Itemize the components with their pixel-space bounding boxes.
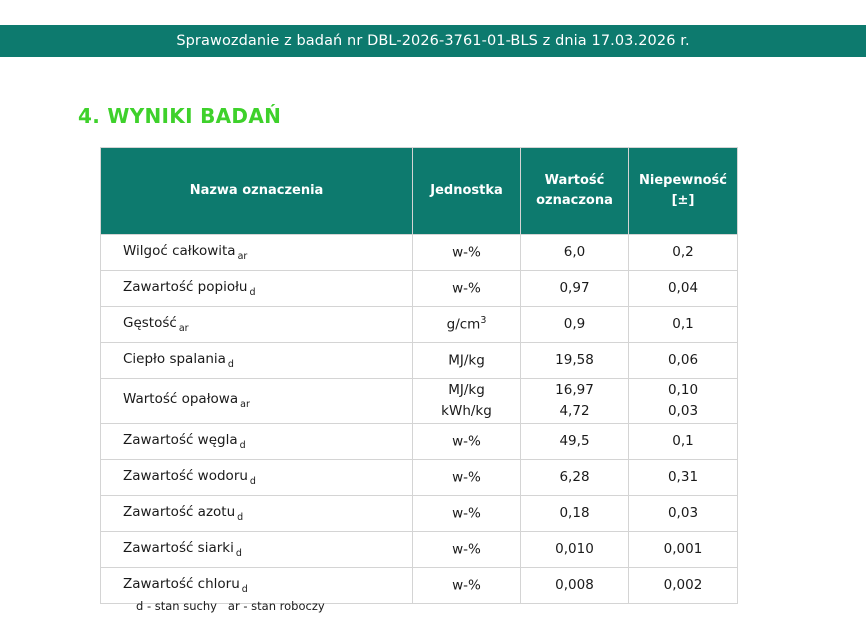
parameter-name-subscript: d <box>249 475 256 487</box>
parameter-name-text: Zawartość azotu <box>123 503 236 520</box>
cell-value: 0,97 <box>521 271 629 307</box>
table-header <box>101 148 738 235</box>
column-header-uncertainty-line1: Niepewność <box>639 172 727 188</box>
cell-unit <box>413 235 521 271</box>
cell-value <box>521 379 629 424</box>
unit-text: w-% <box>452 433 481 450</box>
results-table <box>100 147 738 604</box>
column-header-unit <box>413 148 521 235</box>
unit-text: w-% <box>452 577 481 594</box>
value-line1: 16,97 <box>555 382 594 398</box>
parameter-name-subscript: d <box>241 583 248 595</box>
unit-text: w-% <box>452 469 481 486</box>
parameter-name-text: Wilgoć całkowita <box>123 243 236 260</box>
cell-value: 19,58 <box>521 343 629 379</box>
cell-parameter-name <box>101 379 413 424</box>
cell-uncertainty: 0,31 <box>629 459 738 495</box>
report-title: Sprawozdanie z badań nr DBL-2026-3761-01-BLS z dnia 17.03.2026 r. <box>176 33 690 49</box>
table-row <box>101 531 738 567</box>
table-header-row <box>101 148 738 235</box>
cell-value: 0,18 <box>521 495 629 531</box>
unit-text: g/cm <box>446 316 481 333</box>
cell-uncertainty: 0,03 <box>629 495 738 531</box>
parameter-name-subscript: d <box>237 511 244 523</box>
value-line2: 4,72 <box>559 402 590 419</box>
table-row <box>101 459 738 495</box>
table-row <box>101 567 738 603</box>
parameter-name-text: Zawartość siarki <box>123 539 234 556</box>
cell-unit <box>413 379 521 424</box>
parameter-name-subscript: ar <box>240 399 250 411</box>
column-header-value <box>521 148 629 235</box>
column-header-value-line2: oznaczona <box>536 193 613 208</box>
cell-uncertainty: 0,04 <box>629 271 738 307</box>
parameter-name-text: Wartość opałowa <box>123 391 239 408</box>
column-header-unit-label: Jednostka <box>430 182 503 198</box>
parameter-name-text: Zawartość węgla <box>123 431 238 448</box>
cell-unit <box>413 567 521 603</box>
table-body <box>101 235 738 604</box>
column-header-value-line1: Wartość <box>544 172 605 188</box>
cell-parameter-name <box>101 423 413 459</box>
unit-text-line1: MJ/kg <box>448 382 485 398</box>
uncertainty-line1: 0,10 <box>667 382 699 398</box>
unit-text: MJ/kg <box>448 352 485 369</box>
unit-text: w-% <box>452 280 481 297</box>
parameter-name-subscript: d <box>249 286 256 298</box>
cell-unit <box>413 343 521 379</box>
parameter-name-text: Zawartość wodoru <box>123 467 248 484</box>
parameter-name-text: Gęstość <box>123 315 177 332</box>
cell-parameter-name <box>101 271 413 307</box>
report-header-banner <box>0 25 866 57</box>
cell-parameter-name <box>101 235 413 271</box>
table-row <box>101 379 738 424</box>
parameter-name-subscript: ar <box>237 250 248 262</box>
unit-text-line2: kWh/kg <box>441 402 492 419</box>
cell-uncertainty: 0,002 <box>629 567 738 603</box>
unit-text: w-% <box>452 505 481 522</box>
unit-text: w-% <box>452 541 481 558</box>
cell-value: 0,008 <box>521 567 629 603</box>
cell-uncertainty: 0,1 <box>629 423 738 459</box>
unit-superscript: 3 <box>480 315 487 327</box>
cell-value: 49,5 <box>521 423 629 459</box>
cell-value: 0,9 <box>521 307 629 343</box>
cell-unit <box>413 271 521 307</box>
parameter-name-subscript: d <box>235 547 242 559</box>
cell-parameter-name <box>101 459 413 495</box>
cell-uncertainty: 0,2 <box>629 235 738 271</box>
table-row <box>101 235 738 271</box>
cell-unit <box>413 495 521 531</box>
table-row <box>101 271 738 307</box>
parameter-name-subscript: d <box>239 439 246 451</box>
cell-parameter-name <box>101 531 413 567</box>
parameter-name-subscript: d <box>227 358 234 370</box>
table-row <box>101 307 738 343</box>
cell-unit <box>413 307 521 343</box>
cell-uncertainty: 0,001 <box>629 531 738 567</box>
cell-parameter-name <box>101 343 413 379</box>
parameter-name-subscript: ar <box>178 322 189 334</box>
cell-uncertainty: 0,06 <box>629 343 738 379</box>
parameter-name-text: Ciepło spalania <box>123 351 226 368</box>
table-row <box>101 495 738 531</box>
uncertainty-line2: 0,03 <box>667 402 699 419</box>
cell-value: 6,0 <box>521 235 629 271</box>
column-header-name-label: Nazwa oznaczenia <box>189 182 324 198</box>
cell-unit <box>413 423 521 459</box>
cell-parameter-name <box>101 307 413 343</box>
parameter-name-text: Zawartość chloru <box>123 575 240 592</box>
unit-text: w-% <box>452 244 481 261</box>
column-header-name <box>101 148 413 235</box>
parameter-name-text: Zawartość popiołu <box>123 279 248 296</box>
cell-unit <box>413 459 521 495</box>
table-footnote: d - stan suchy ar - stan roboczy <box>136 599 325 613</box>
results-table-container <box>100 147 737 604</box>
table-row <box>101 343 738 379</box>
cell-value: 0,010 <box>521 531 629 567</box>
table-row <box>101 423 738 459</box>
cell-uncertainty <box>629 379 738 424</box>
cell-parameter-name <box>101 495 413 531</box>
page-title: 4. WYNIKI BADAŃ <box>78 104 282 128</box>
column-header-uncertainty-line2: [±] <box>671 193 695 208</box>
cell-uncertainty: 0,1 <box>629 307 738 343</box>
cell-unit <box>413 531 521 567</box>
cell-parameter-name <box>101 567 413 603</box>
column-header-uncertainty <box>629 148 738 235</box>
cell-value: 6,28 <box>521 459 629 495</box>
